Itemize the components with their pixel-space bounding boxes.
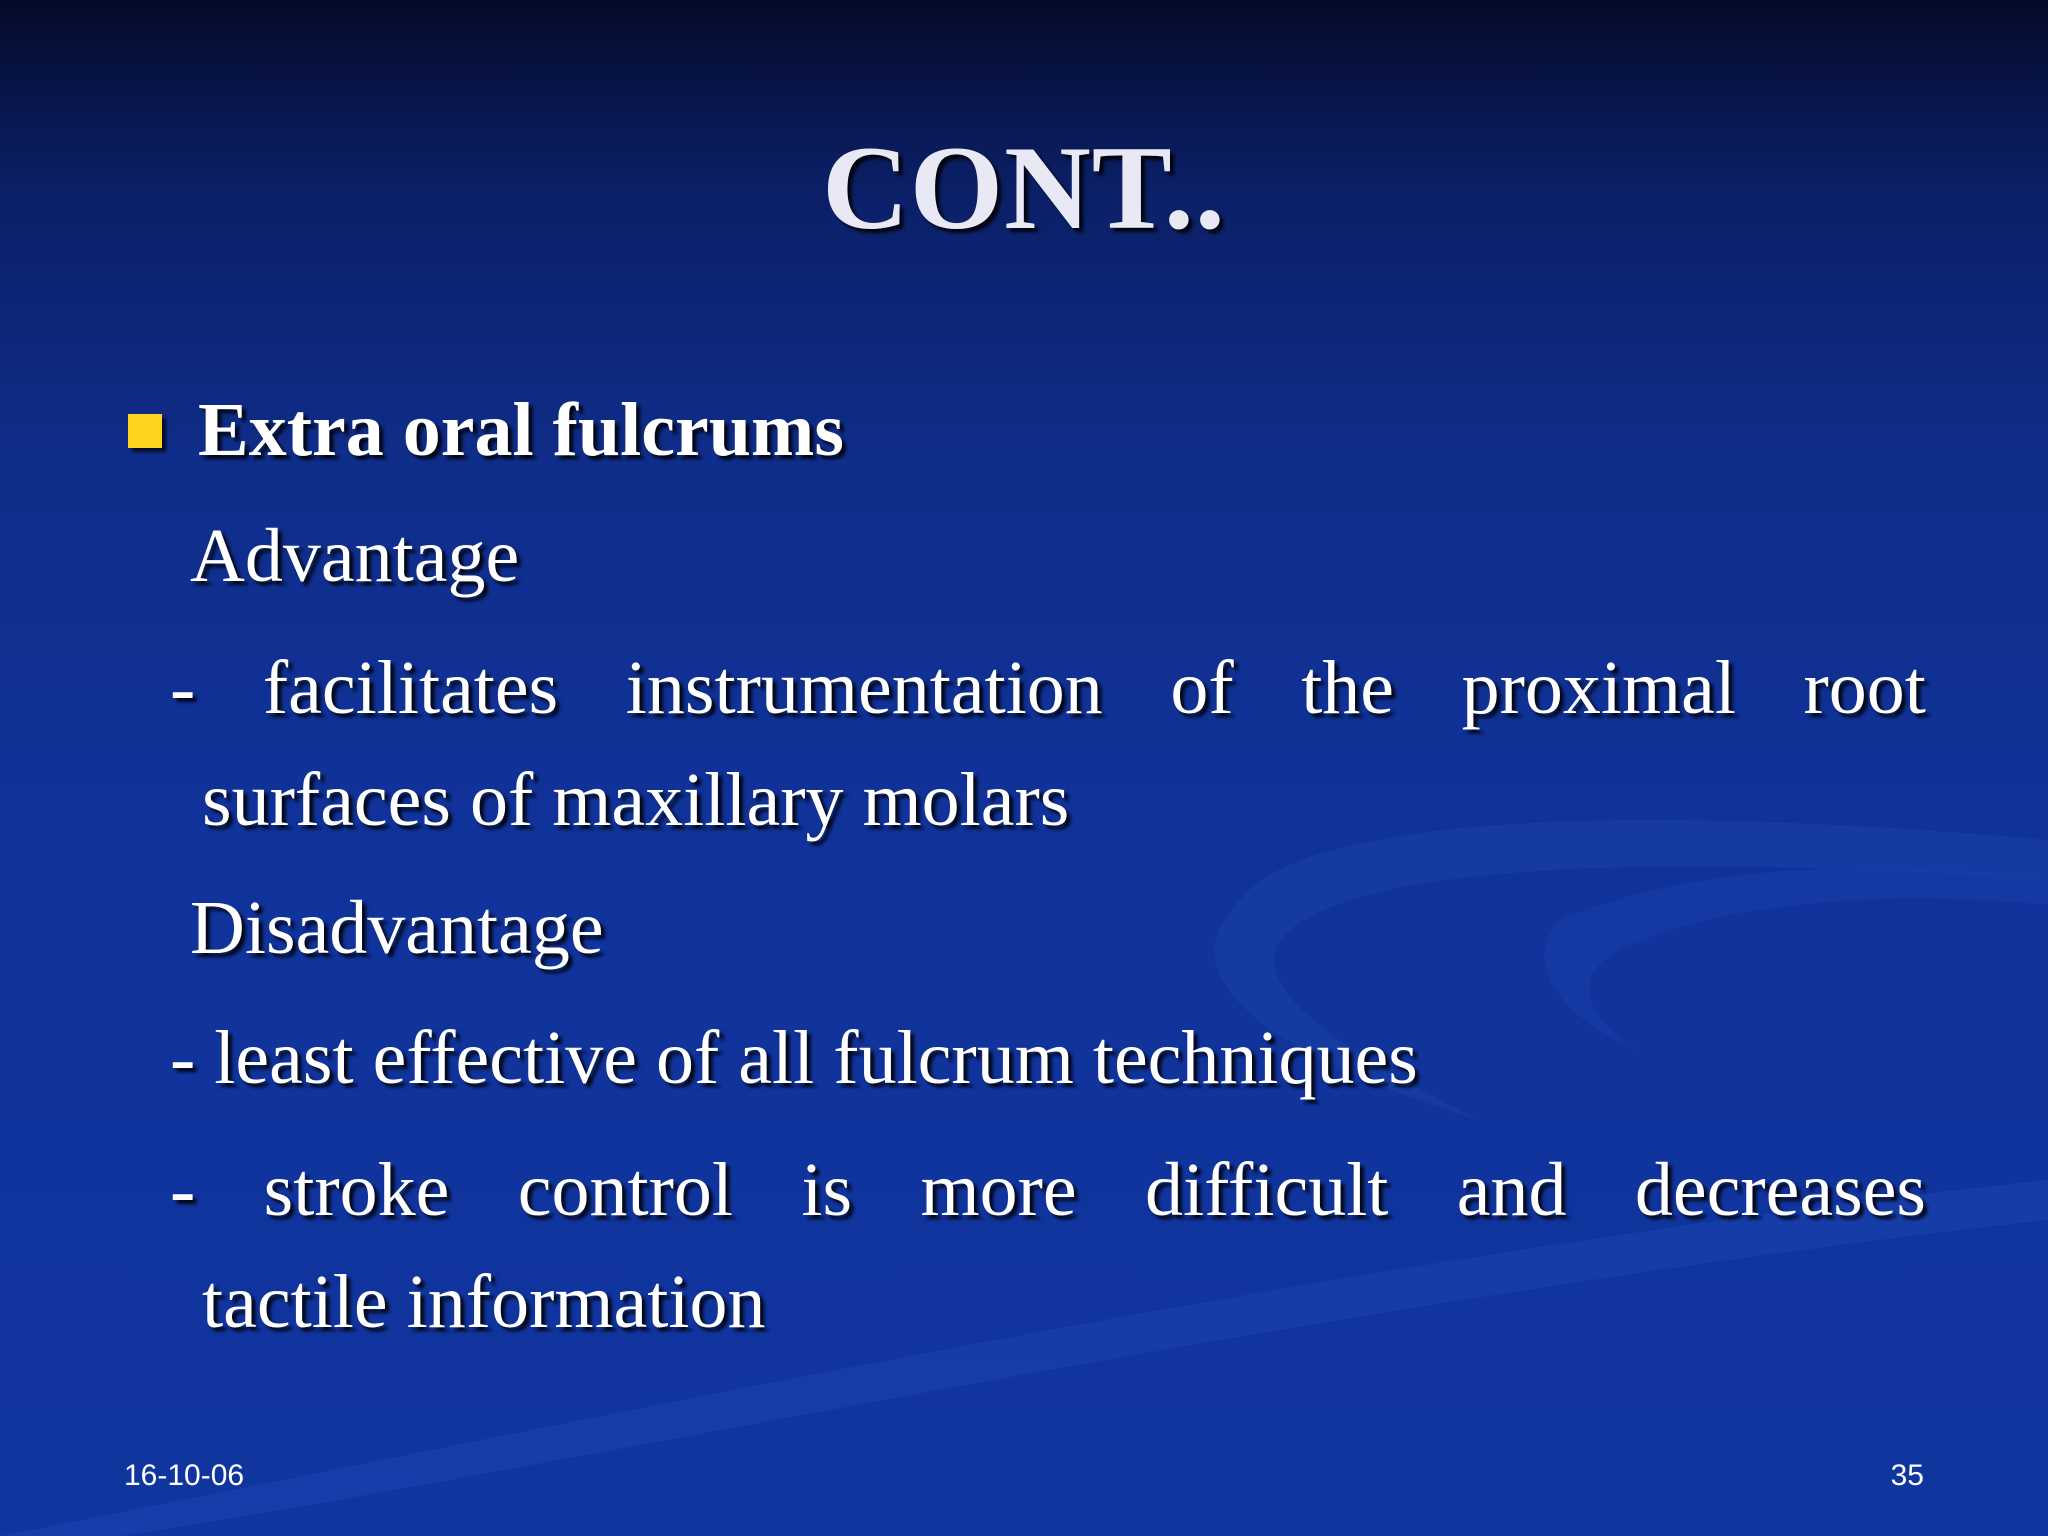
word: proximal — [1461, 646, 1736, 730]
footer-page-number: 35 — [1890, 1459, 1924, 1492]
disadvantage-point-2-line-2: tactile information — [202, 1260, 766, 1344]
slide-title: CONT.. — [822, 121, 1226, 254]
bullet-heading: Extra oral fulcrums — [198, 388, 844, 472]
disadvantage-point-1: - least effective of all fulcrum techniques — [170, 1016, 1418, 1100]
word: - — [170, 1148, 196, 1232]
word: facilitates — [262, 646, 559, 730]
word: - — [170, 646, 196, 730]
advantage-point-line-2: surfaces of maxillary molars — [202, 758, 1070, 842]
word: more — [920, 1148, 1077, 1232]
square-bullet-icon — [128, 414, 162, 448]
word: decreases — [1634, 1148, 1926, 1232]
advantage-label: Advantage — [190, 514, 520, 598]
disadvantage-point-2-line-1 — [170, 1136, 1926, 1244]
word: is — [801, 1148, 853, 1232]
word: stroke — [263, 1148, 450, 1232]
advantage-point-line-1 — [170, 634, 1926, 742]
word: root — [1803, 646, 1926, 730]
word: control — [517, 1148, 734, 1232]
word: instrumentation — [625, 646, 1103, 730]
word: difficult — [1144, 1148, 1389, 1232]
disadvantage-label: Disadvantage — [190, 886, 604, 970]
word: and — [1456, 1148, 1567, 1232]
footer-date: 16-10-06 — [124, 1459, 245, 1492]
word: the — [1301, 646, 1395, 730]
word: of — [1170, 646, 1234, 730]
bullet-item — [128, 380, 844, 480]
